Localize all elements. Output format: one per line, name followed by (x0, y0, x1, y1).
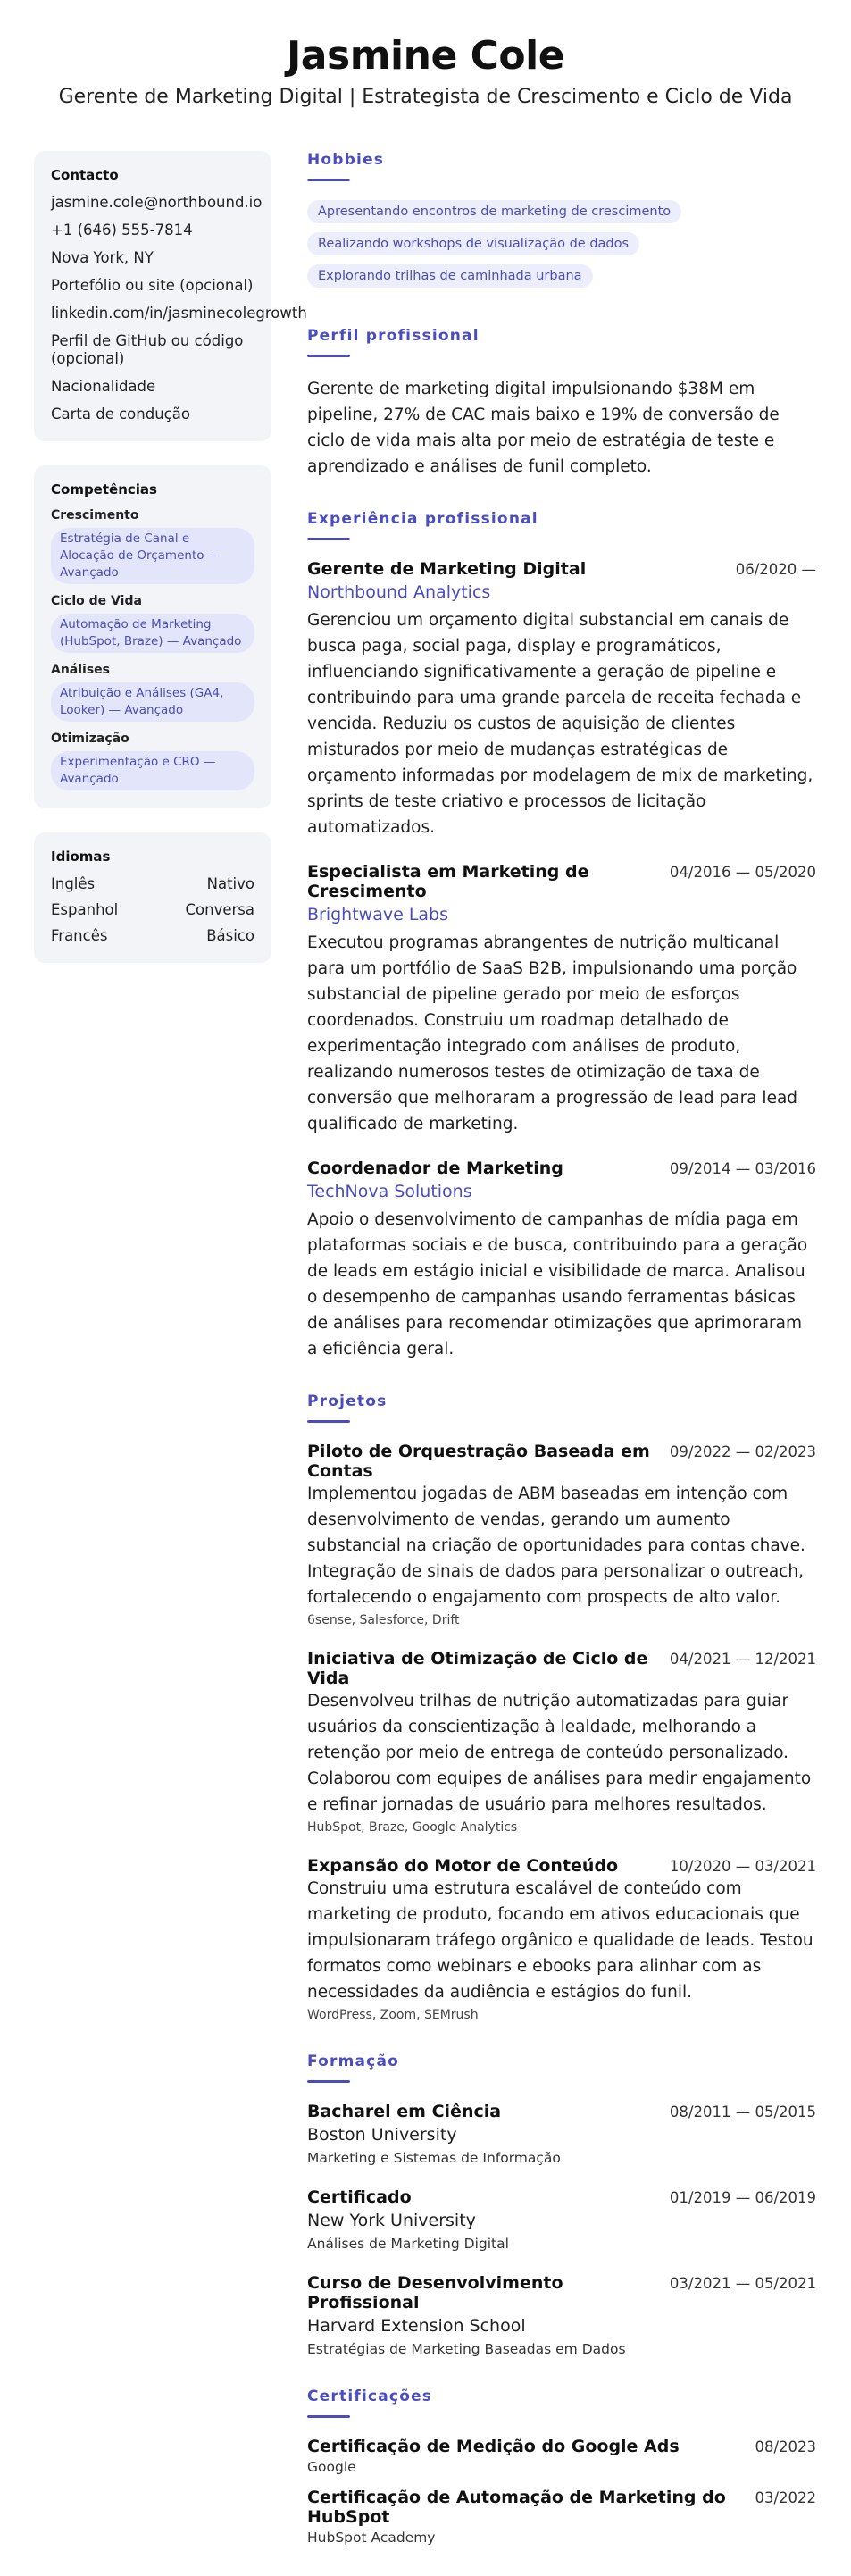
contact-linkedin[interactable]: linkedin.com/in/jasminecolegrowth (51, 305, 307, 322)
degree-title: Curso de Desenvolvimento Profissional (307, 2273, 563, 2313)
contact-card (34, 151, 307, 441)
company-name: TechNova Solutions (307, 1182, 472, 1201)
degree-title: Certificado (307, 2187, 412, 2207)
language-row (51, 875, 254, 893)
job-title: Especialista em Marketing de Crescimento (307, 862, 589, 901)
hobby-tag: Explorando trilhas de caminhada urbana (307, 264, 593, 288)
skills-title: Competências (51, 481, 157, 498)
education-entry (307, 2102, 816, 2166)
experience-entry (307, 862, 816, 1137)
skill-category: Análises (51, 663, 111, 677)
education-section (307, 2053, 816, 2357)
project-dates: 10/2020 — 03/2021 (669, 1858, 816, 1875)
section-divider (307, 355, 350, 357)
job-dates: 06/2020 — (735, 561, 816, 578)
skill-pill: Atribuição e Análises (GA4, Looker) — Avançado (51, 682, 254, 722)
degree-title: Bacharel em Ciência (307, 2102, 502, 2121)
contact-phone[interactable]: +1 (646) 555-7814 (51, 222, 193, 238)
job-description: Gerenciou um orçamento digital substancial em canais de busca paga, social paga, display e programáticos, influenciando significativamente a geração de pipeline e contribuindo para uma grande parcela de receita fechada e vencida. Reduziu os custos de aquisição de clientes misturados por meio de mudanças estratégicas de orçamento informadas por modelagem de mix de marketing, sprints de teste criativo e processos de licitação automatizados. (307, 611, 813, 837)
project-tech: 6sense, Salesforce, Drift (307, 1613, 460, 1627)
language-level: Conversa (185, 901, 254, 918)
section-title: Projetos (307, 1393, 388, 1410)
contact-github: Perfil de GitHub ou código (opcional) (51, 332, 244, 367)
education-dates: 03/2021 — 05/2021 (669, 2275, 816, 2292)
language-name: Francês (51, 927, 108, 944)
section-title: Certificações (307, 2388, 433, 2405)
language-name: Espanhol (51, 901, 119, 918)
contact-portfolio: Portefólio ou site (opcional) (51, 277, 254, 294)
resume-header (0, 0, 851, 108)
certification-date: 08/2023 (755, 2438, 816, 2455)
candidate-name: Jasmine Cole (286, 33, 565, 79)
language-name: Inglês (51, 875, 96, 892)
skill-group (51, 508, 254, 584)
skill-pill: Estratégia de Canal e Alocação de Orçamento — Avançado (51, 528, 254, 584)
certifications-section (307, 2388, 816, 2546)
school-name: Boston University (307, 2125, 457, 2145)
profile-section (307, 327, 816, 480)
company-name: Northbound Analytics (307, 582, 491, 602)
candidate-subtitle: Gerente de Marketing Digital | Estrategista de Crescimento e Ciclo de Vida (58, 86, 793, 108)
skills-card (34, 465, 271, 808)
contact-location: Nova York, NY (51, 249, 154, 266)
experience-section (307, 510, 816, 1362)
experience-entry (307, 559, 816, 841)
certification-date: 03/2022 (755, 2489, 816, 2506)
job-description: Executou programas abrangentes de nutrição multicanal para um portfólio de SaaS B2B, impulsionando uma porção substancial de pipeline gerado por meio de esforços coordenados. Construiu um roadmap detalhado de experimentação integrado com análises de produto, realizando numerosos testes de otimização de taxa de conversão que melhoraram a progressão de lead para lead qualificado de marketing. (307, 933, 798, 1133)
project-title: Expansão do Motor de Conteúdo (307, 1856, 619, 1876)
language-row (51, 927, 254, 945)
language-row (51, 901, 254, 919)
language-level: Nativo (206, 875, 254, 892)
section-title: Perfil profissional (307, 327, 480, 345)
skill-category: Crescimento (51, 508, 139, 523)
certification-entry (307, 2437, 816, 2475)
certification-name: Certificação de Medição do Google Ads (307, 2437, 680, 2456)
school-name: Harvard Extension School (307, 2316, 526, 2336)
field-of-study: Análises de Marketing Digital (307, 2236, 509, 2252)
company-name: Brightwave Labs (307, 905, 449, 924)
skill-group (51, 594, 254, 653)
hobbies-section (307, 151, 816, 297)
project-title: Piloto de Orquestração Baseada em Contas (307, 1442, 650, 1481)
field-of-study: Marketing e Sistemas de Informação (307, 2150, 561, 2166)
project-tech: HubSpot, Braze, Google Analytics (307, 1820, 518, 1835)
job-title: Coordenador de Marketing (307, 1158, 563, 1178)
skill-pill: Experimentação e CRO — Avançado (51, 751, 254, 790)
contact-title: Contacto (51, 167, 119, 183)
job-description: Apoio o desenvolvimento de campanhas de mídia paga em plataformas sociais e de busca, contribuindo para a geração de leads em estágio inicial e visibilidade de marca. Analisou o desempenho de campanhas usando ferramentas básicas de análises para recomendar otimizações que aprimoraram a eficiência geral. (307, 1210, 808, 1359)
hobby-tag: Apresentando encontros de marketing de crescimento (307, 200, 681, 223)
contact-driving-license: Carta de condução (51, 406, 190, 422)
education-entry (307, 2187, 816, 2252)
field-of-study: Estratégias de Marketing Baseadas em Dados (307, 2341, 626, 2357)
contact-nationality: Nacionalidade (51, 378, 156, 395)
project-description: Implementou jogadas de ABM baseadas em intenção com desenvolvimento de vendas, gerando um aumento substancial na criação de oportunidades para contas chave. Integração de sinais de dados para personalizar o outreach, fortalecendo o engajamento com prospects de alto valor. (307, 1485, 805, 1607)
sidebar (34, 151, 307, 2576)
section-divider (307, 179, 350, 181)
education-entry (307, 2273, 816, 2357)
education-dates: 01/2019 — 06/2019 (669, 2189, 816, 2206)
section-divider (307, 2415, 350, 2418)
project-description: Desenvolveu trilhas de nutrição automatizadas para guiar usuários da conscientização à lealdade, melhorando a retenção por meio de entrega de conteúdo personalizado. Colaborou com equipes de análises para medir engajamento e refinar jornadas de usuário para melhores resultados. (307, 1692, 812, 1814)
project-dates: 04/2021 — 12/2021 (669, 1651, 816, 1668)
project-description: Construiu uma estrutura escalável de conteúdo com marketing de produto, focando em ativos educacionais que impulsionaram tráfego orgânico e qualidade de leads. Testou formatos como webinars e ebooks para alinhar com as necessidades da audiência e estágios do funil. (307, 1879, 813, 2002)
job-dates: 04/2016 — 05/2020 (669, 864, 816, 881)
job-title: Gerente de Marketing Digital (307, 559, 587, 579)
section-divider (307, 538, 350, 540)
skill-group (51, 732, 254, 790)
job-dates: 09/2014 — 03/2016 (669, 1160, 816, 1177)
section-title: Hobbies (307, 151, 385, 169)
school-name: New York University (307, 2211, 476, 2230)
profile-summary: Gerente de marketing digital impulsionando $38M em pipeline, 27% de CAC mais baixo e 19% de conversão de ciclo de vida mais alta por meio de estratégia de teste e aprendizado e análises de funil completo. (307, 380, 780, 476)
experience-entry (307, 1158, 816, 1362)
languages-title: Idiomas (51, 849, 111, 865)
section-title: Formação (307, 2053, 400, 2070)
language-level: Básico (206, 927, 254, 944)
main-content (307, 151, 816, 2576)
resume-body (0, 108, 851, 2576)
project-tech: WordPress, Zoom, SEMrush (307, 2008, 479, 2022)
certification-issuer: HubSpot Academy (307, 2530, 436, 2546)
certification-name: Certificação de Automação de Marketing do HubSpot (307, 2488, 726, 2527)
project-entry (307, 1442, 816, 1627)
projects-section (307, 1393, 816, 2022)
project-entry (307, 1856, 816, 2022)
skill-pill: Automação de Marketing (HubSpot, Braze) — Avançado (51, 614, 254, 653)
section-title: Experiência profissional (307, 510, 538, 528)
section-divider (307, 1420, 350, 1423)
certification-issuer: Google (307, 2459, 356, 2475)
section-divider (307, 2080, 350, 2083)
skill-category: Otimização (51, 732, 129, 746)
skill-category: Ciclo de Vida (51, 594, 142, 608)
project-dates: 09/2022 — 02/2023 (669, 1443, 816, 1460)
project-title: Iniciativa de Otimização de Ciclo de Vida (307, 1649, 648, 1688)
hobby-tag: Realizando workshops de visualização de dados (307, 232, 639, 255)
languages-card (34, 832, 271, 963)
certification-entry (307, 2488, 816, 2546)
project-entry (307, 1649, 816, 1835)
education-dates: 08/2011 — 05/2015 (669, 2103, 816, 2120)
skill-group (51, 663, 254, 722)
contact-email[interactable]: jasmine.cole@northbound.io (51, 194, 263, 211)
